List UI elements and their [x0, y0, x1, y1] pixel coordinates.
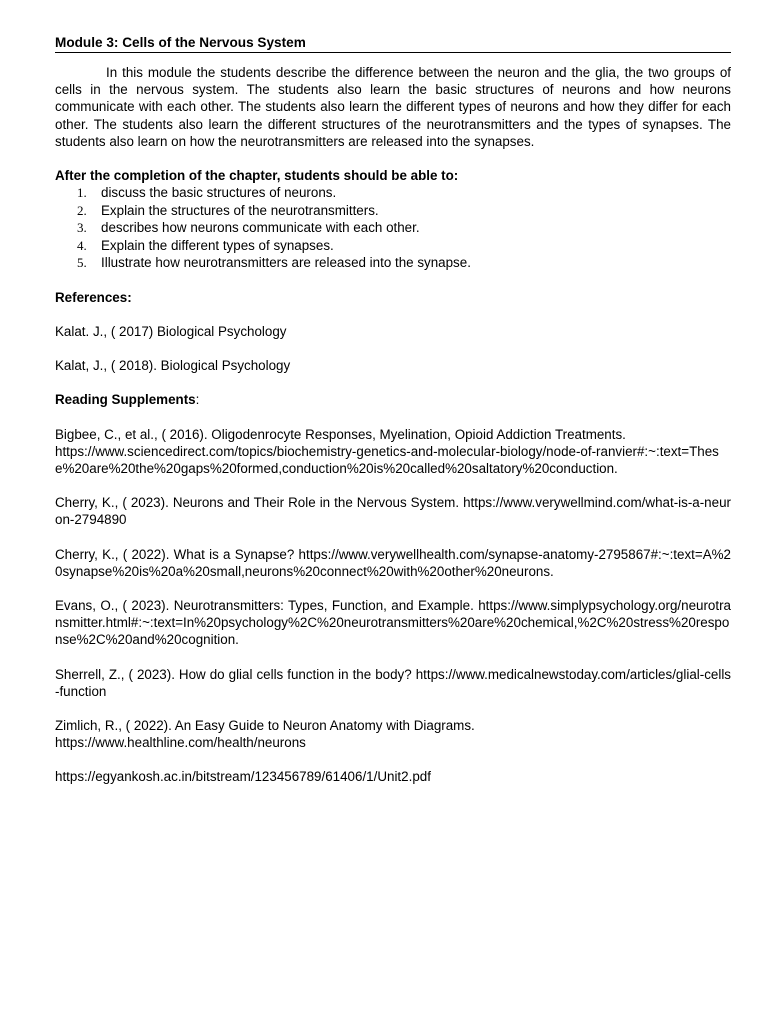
- module-title: Module 3: Cells of the Nervous System: [55, 34, 731, 53]
- references-heading: References:: [55, 289, 132, 305]
- objective-text: describes how neurons communicate with each other.: [101, 220, 420, 236]
- objective-item: [55, 184, 731, 202]
- supplement-entry: [55, 494, 731, 528]
- document-page: [55, 34, 731, 786]
- objective-text: Explain the structures of the neurotransmitters.: [101, 202, 379, 218]
- objective-item: [55, 202, 731, 220]
- objective-item: [55, 237, 731, 255]
- supplement-url[interactable]: https://www.sciencedirect.com/topics/biochemistry-genetics-and-molecular-biology/node-of-ranvier#:~:text=These%20are%20the%20gaps%20formed,conduction%20is%20called%20saltatory%20conduction.: [55, 443, 719, 476]
- supplement-citation: Sherrell, Z., ( 2023). How do glial cells function in the body?: [55, 666, 412, 682]
- supplements-heading: [55, 391, 731, 408]
- reference-entry: Kalat, J., ( 2018). Biological Psychology: [55, 358, 291, 374]
- supplement-entry: [55, 666, 731, 700]
- objectives-heading: After the completion of the chapter, students should be able to:: [55, 168, 459, 184]
- supplement-entry: [55, 717, 731, 751]
- supplement-entry: [55, 597, 731, 649]
- supplement-url[interactable]: https://www.verywellmind.com/what-is-a-neuron-2794890: [55, 495, 731, 528]
- objective-text: Explain the different types of synapses.: [101, 237, 334, 253]
- supplement-citation: Zimlich, R., ( 2022). An Easy Guide to Neuron Anatomy with Diagrams.: [55, 717, 475, 733]
- supplement-url[interactable]: https://www.medicalnewstoday.com/articles/glial-cells-function: [55, 666, 731, 699]
- objective-number: 5.: [77, 255, 87, 271]
- objective-number: 4.: [77, 237, 87, 253]
- supplements-heading-text: Reading Supplements: [55, 392, 196, 408]
- supplement-citation: Evans, O., ( 2023). Neurotransmitters: Types, Function, and Example.: [55, 597, 474, 613]
- supplement-url[interactable]: https://www.verywellhealth.com/synapse-anatomy-2795867#:~:text=A%20synapse%20is%20a%20small,neurons%20connect%20with%20other%20neurons.: [55, 546, 731, 579]
- reference-entry: Kalat. J., ( 2017) Biological Psychology: [55, 323, 287, 339]
- objective-item: [55, 219, 731, 237]
- objective-number: 1.: [77, 185, 87, 201]
- objective-number: 3.: [77, 220, 87, 236]
- supplement-url[interactable]: https://www.simplypsychology.org/neurotransmitter.html#:~:text=In%20psychology%2C%20neurotransmitters%20are%20chemical,%2C%20stress%20response%2C%20and%20cognition.: [55, 597, 731, 648]
- supplements-heading-colon: :: [195, 392, 200, 408]
- objective-item: [55, 254, 731, 272]
- objectives-list: [55, 184, 731, 272]
- supplement-citation: Cherry, K., ( 2022). What is a Synapse?: [55, 546, 295, 562]
- supplement-citation: Cherry, K., ( 2023). Neurons and Their Role in the Nervous System.: [55, 495, 460, 511]
- supplement-entry: [55, 426, 731, 478]
- supplement-entry: [55, 768, 731, 785]
- objective-number: 2.: [77, 202, 87, 218]
- intro-paragraph: In this module the students describe the difference between the neuron and the glia, the two groups of cells in the nervous system. The students also learn the basic structures of neurons and how neurons communicate with each other. The students also learn the different types of neurons and how they differ for each other. The students also learn the different structures of the neurotransmitters and the types of synapses. The students also learn on how the neurotransmitters are released into the synapses.: [55, 65, 731, 149]
- supplement-entry: [55, 546, 731, 580]
- objective-text: discuss the basic structures of neurons.: [101, 185, 337, 201]
- objective-text: Illustrate how neurotransmitters are released into the synapse.: [101, 255, 471, 271]
- supplement-url[interactable]: https://egyankosh.ac.in/bitstream/123456789/61406/1/Unit2.pdf: [55, 769, 431, 785]
- supplement-citation: Bigbee, C., et al., ( 2016). Oligodenrocyte Responses, Myelination, Opioid Addiction Treatments.: [55, 426, 626, 442]
- supplement-url[interactable]: https://www.healthline.com/health/neurons: [55, 735, 306, 751]
